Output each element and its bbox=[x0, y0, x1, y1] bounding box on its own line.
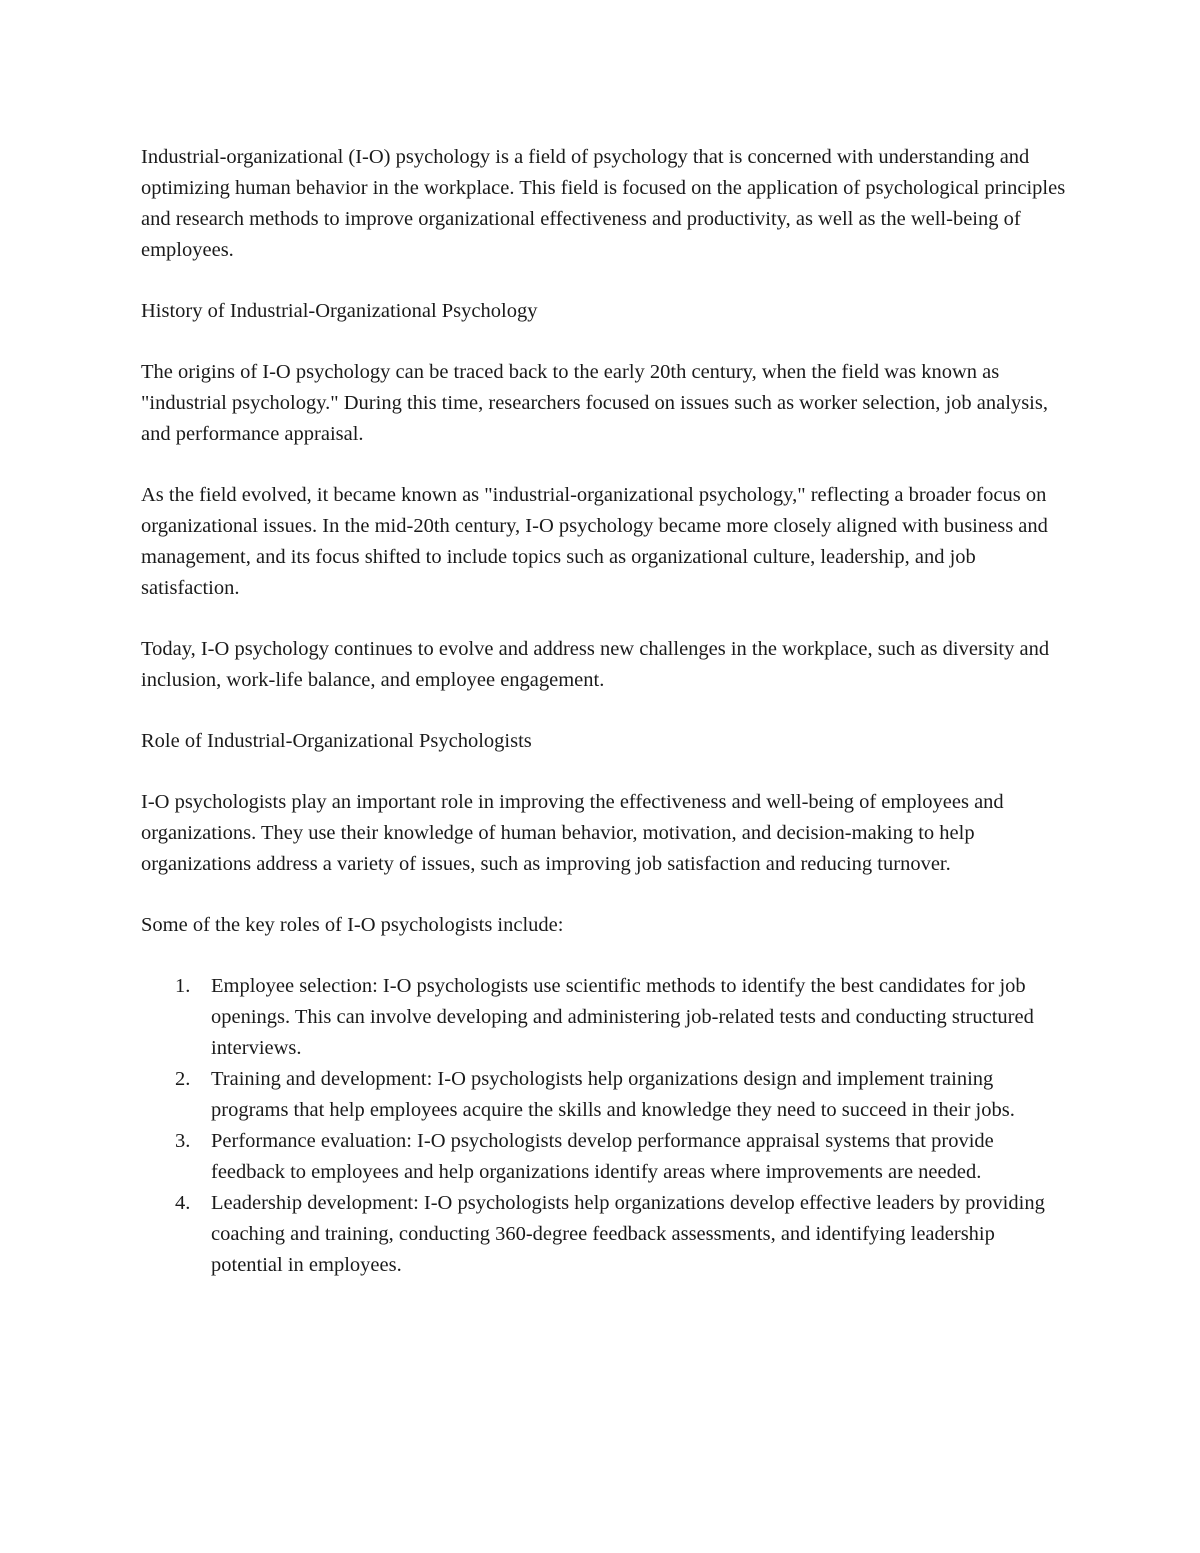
list-item-number: 3. bbox=[175, 1130, 191, 1152]
role-paragraph: I-O psychologists play an important role in improving the effectiveness and well-being of employees and organizations. They use their knowledge of human behavior, motivation, and decision-making to help organizations address a variety of issues, such as improving job satisfaction and reducing turnover. bbox=[141, 791, 1004, 875]
roles-list bbox=[141, 971, 1066, 1281]
list-item-text: Training and development: I-O psychologists help organizations design and implement training programs that help employees acquire the skills and knowledge they need to succeed in their jobs. bbox=[211, 1068, 1015, 1121]
list-item-text: Leadership development: I-O psychologists help organizations develop effective leaders by providing coaching and training, conducting 360-degree feedback assessments, and identifying leadership potential in employees. bbox=[211, 1192, 1045, 1276]
list-item bbox=[141, 1126, 1066, 1188]
history-paragraph-2: As the field evolved, it became known as "industrial-organizational psychology," reflecting a broader focus on organizational issues. In the mid-20th century, I-O psychology became more closely aligned with business and management, and its focus shifted to include topics such as organizational culture, leadership, and job satisfaction. bbox=[141, 484, 1048, 599]
list-item-number: 2. bbox=[175, 1068, 191, 1090]
roles-intro: Some of the key roles of I-O psychologists include: bbox=[141, 914, 564, 936]
list-item-number: 1. bbox=[175, 975, 191, 997]
list-item-number: 4. bbox=[175, 1192, 191, 1214]
list-item bbox=[141, 1064, 1066, 1126]
list-item-text: Performance evaluation: I-O psychologists develop performance appraisal systems that provide feedback to employees and help organizations identify areas where improvements are needed. bbox=[211, 1130, 994, 1183]
list-item bbox=[141, 1188, 1066, 1281]
role-heading: Role of Industrial-Organizational Psychologists bbox=[141, 730, 532, 752]
document-body bbox=[141, 142, 1066, 1281]
list-item bbox=[141, 971, 1066, 1064]
history-heading: History of Industrial-Organizational Psychology bbox=[141, 300, 538, 322]
intro-paragraph: Industrial-organizational (I-O) psychology is a field of psychology that is concerned with understanding and optimizing human behavior in the workplace. This field is focused on the application of psychological principles and research methods to improve organizational effectiveness and productivity, as well as the well-being of employees. bbox=[141, 146, 1066, 261]
history-paragraph-1: The origins of I-O psychology can be traced back to the early 20th century, when the field was known as "industrial psychology." During this time, researchers focused on issues such as worker selection, job analysis, and performance appraisal. bbox=[141, 361, 1048, 445]
list-item-text: Employee selection: I-O psychologists use scientific methods to identify the best candidates for job openings. This can involve developing and administering job-related tests and conducting structured interviews. bbox=[211, 975, 1034, 1059]
history-paragraph-3: Today, I-O psychology continues to evolve and address new challenges in the workplace, such as diversity and inclusion, work-life balance, and employee engagement. bbox=[141, 638, 1050, 691]
